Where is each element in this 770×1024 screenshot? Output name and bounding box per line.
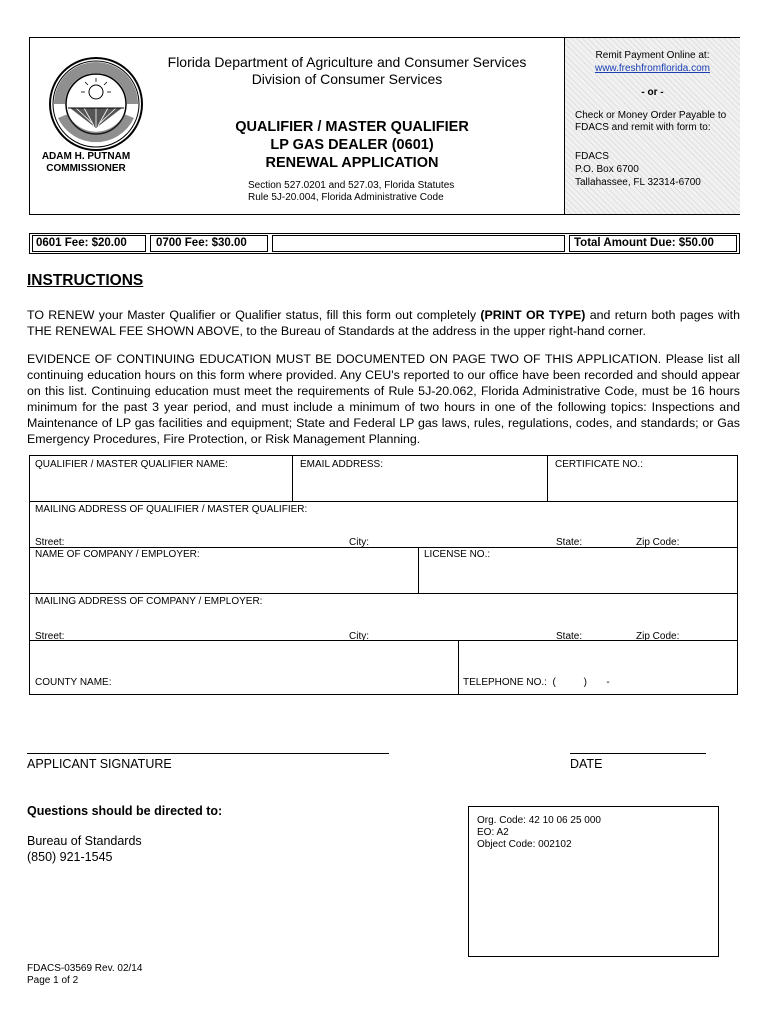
eo-code: EO: A2 [477, 827, 509, 838]
instructions-heading: INSTRUCTIONS [27, 272, 144, 289]
fee-blank-cell [272, 235, 565, 252]
qualifier-state-label: State: [556, 537, 583, 548]
form-title-line-2: LP GAS DEALER (0601) [270, 137, 434, 153]
date-line[interactable] [570, 733, 706, 754]
commissioner-name: ADAM H. PUTNAM [41, 151, 131, 162]
bureau-phone: (850) 921-1545 [27, 850, 113, 864]
page-number: Page 1 of 2 [27, 975, 79, 986]
qualifier-name-label: QUALIFIER / MASTER QUALIFIER NAME: [35, 459, 228, 470]
form-id: FDACS-03569 Rev. 02/14 [27, 963, 143, 974]
fee-0700-cell [150, 235, 268, 252]
telephone-number-label: TELEPHONE NO.: ( ) - [463, 677, 610, 688]
fee-row [29, 233, 740, 254]
division-name: Division of Consumer Services [251, 71, 443, 87]
certificate-number-field[interactable] [549, 470, 736, 500]
instructions-p1-bold: (PRINT OR TYPE) [480, 308, 586, 322]
email-address-label: EMAIL ADDRESS: [300, 459, 383, 470]
bureau-name: Bureau of Standards [27, 834, 142, 848]
company-state-label: State: [556, 631, 583, 642]
instructions-paragraph-2: EVIDENCE OF CONTINUING EDUCATION MUST BE DOCUMENTED ON PAGE TWO OF THIS APPLICATION. Please list all continuing education hours on this form where provided. Any CEU's reported to our office have been recorded and should appear on this list. Continuing education must meet the requirements of Rule 5J-20.062, Florida Administrative Code, must be 16 hours minimum for the past 3 year period, and must include a minimum of two hours in one of the following topics: Inspections and Maintenance of LP gas facilities and equipment; State and Federal LP gas laws, rules, regulations, codes, and standards; or Gas Emergency Procedures, Fire Protection, or Risk Management Planning. [27, 352, 740, 446]
company-mailing-address-label: MAILING ADDRESS OF COMPANY / EMPLOYER: [35, 596, 263, 607]
form-title-line-3: RENEWAL APPLICATION [265, 155, 439, 171]
check-line-2: FDACS and remit with form to: [575, 122, 711, 133]
address-line-2: P.O. Box 6700 [575, 164, 639, 175]
instructions-paragraph-1 [27, 307, 740, 339]
telephone-number-field[interactable] [460, 642, 736, 676]
qualifier-street-label: Street: [35, 537, 65, 548]
online-label: Remit Payment Online at: [595, 50, 710, 61]
license-number-field[interactable] [420, 562, 736, 592]
date-label: DATE [570, 757, 603, 771]
department-seal-icon [48, 56, 144, 152]
total-cell [569, 235, 737, 252]
statute-line-2: Rule 5J-20.004, Florida Administrative Code [248, 192, 444, 203]
qualifier-zip-label: Zip Code: [636, 537, 680, 548]
org-code: Org. Code: 42 10 06 25 000 [477, 815, 601, 826]
online-url-link[interactable]: www.freshfromflorida.com [594, 63, 711, 74]
company-zip-label: Zip Code: [636, 631, 680, 642]
total-amount-due: Total Amount Due: $50.00 [574, 237, 714, 249]
company-name-field[interactable] [31, 562, 417, 592]
fee-0601-cell [32, 235, 146, 252]
instructions-p1-b: and return both pages with THE RENEWAL FEE SHOWN ABOVE, to the Bureau of Standards at the address in the upper right-hand corner. [27, 308, 740, 338]
license-number-label: LICENSE NO.: [424, 549, 491, 560]
applicant-signature-label: APPLICANT SIGNATURE [27, 757, 172, 771]
company-name-label: NAME OF COMPANY / EMPLOYER: [35, 549, 200, 560]
payment-panel [564, 38, 740, 214]
header-box [29, 37, 740, 215]
qualifier-mailing-address-field[interactable] [31, 516, 736, 536]
county-name-field[interactable] [31, 642, 457, 676]
statute-line-1: Section 527.0201 and 527.03, Florida Statutes [248, 180, 455, 191]
fee-0601: 0601 Fee: $20.00 [36, 237, 127, 249]
qualifier-city-label: City: [349, 537, 369, 548]
company-street-label: Street: [35, 631, 65, 642]
fee-0700: 0700 Fee: $30.00 [156, 237, 247, 249]
check-line-1: Check or Money Order Payable to [575, 110, 727, 121]
applicant-form [29, 455, 738, 695]
form-title-line-1: QUALIFIER / MASTER QUALIFIER [235, 119, 469, 135]
email-address-field[interactable] [294, 470, 546, 500]
applicant-signature-line[interactable] [27, 733, 389, 754]
county-name-label: COUNTY NAME: [35, 677, 112, 688]
questions-heading: Questions should be directed to: [27, 804, 223, 818]
address-line-1: FDACS [575, 151, 609, 162]
qualifier-mailing-address-label: MAILING ADDRESS OF QUALIFIER / MASTER QUALIFIER: [35, 504, 308, 515]
certificate-number-label: CERTIFICATE NO.: [555, 459, 643, 470]
commissioner-title: COMMISSIONER [46, 163, 126, 174]
department-name: Florida Department of Agriculture and Consumer Services [167, 54, 527, 70]
qualifier-name-field[interactable] [31, 470, 290, 500]
office-codes-box [468, 806, 719, 957]
company-mailing-address-field[interactable] [31, 608, 736, 628]
instructions-p1-a: TO RENEW your Master Qualifier or Qualifier status, fill this form out completely [27, 308, 481, 322]
company-city-label: City: [349, 631, 369, 642]
or-separator: - or - [641, 87, 664, 98]
object-code: Object Code: 002102 [477, 839, 572, 850]
address-line-3: Tallahassee, FL 32314-6700 [575, 177, 701, 188]
